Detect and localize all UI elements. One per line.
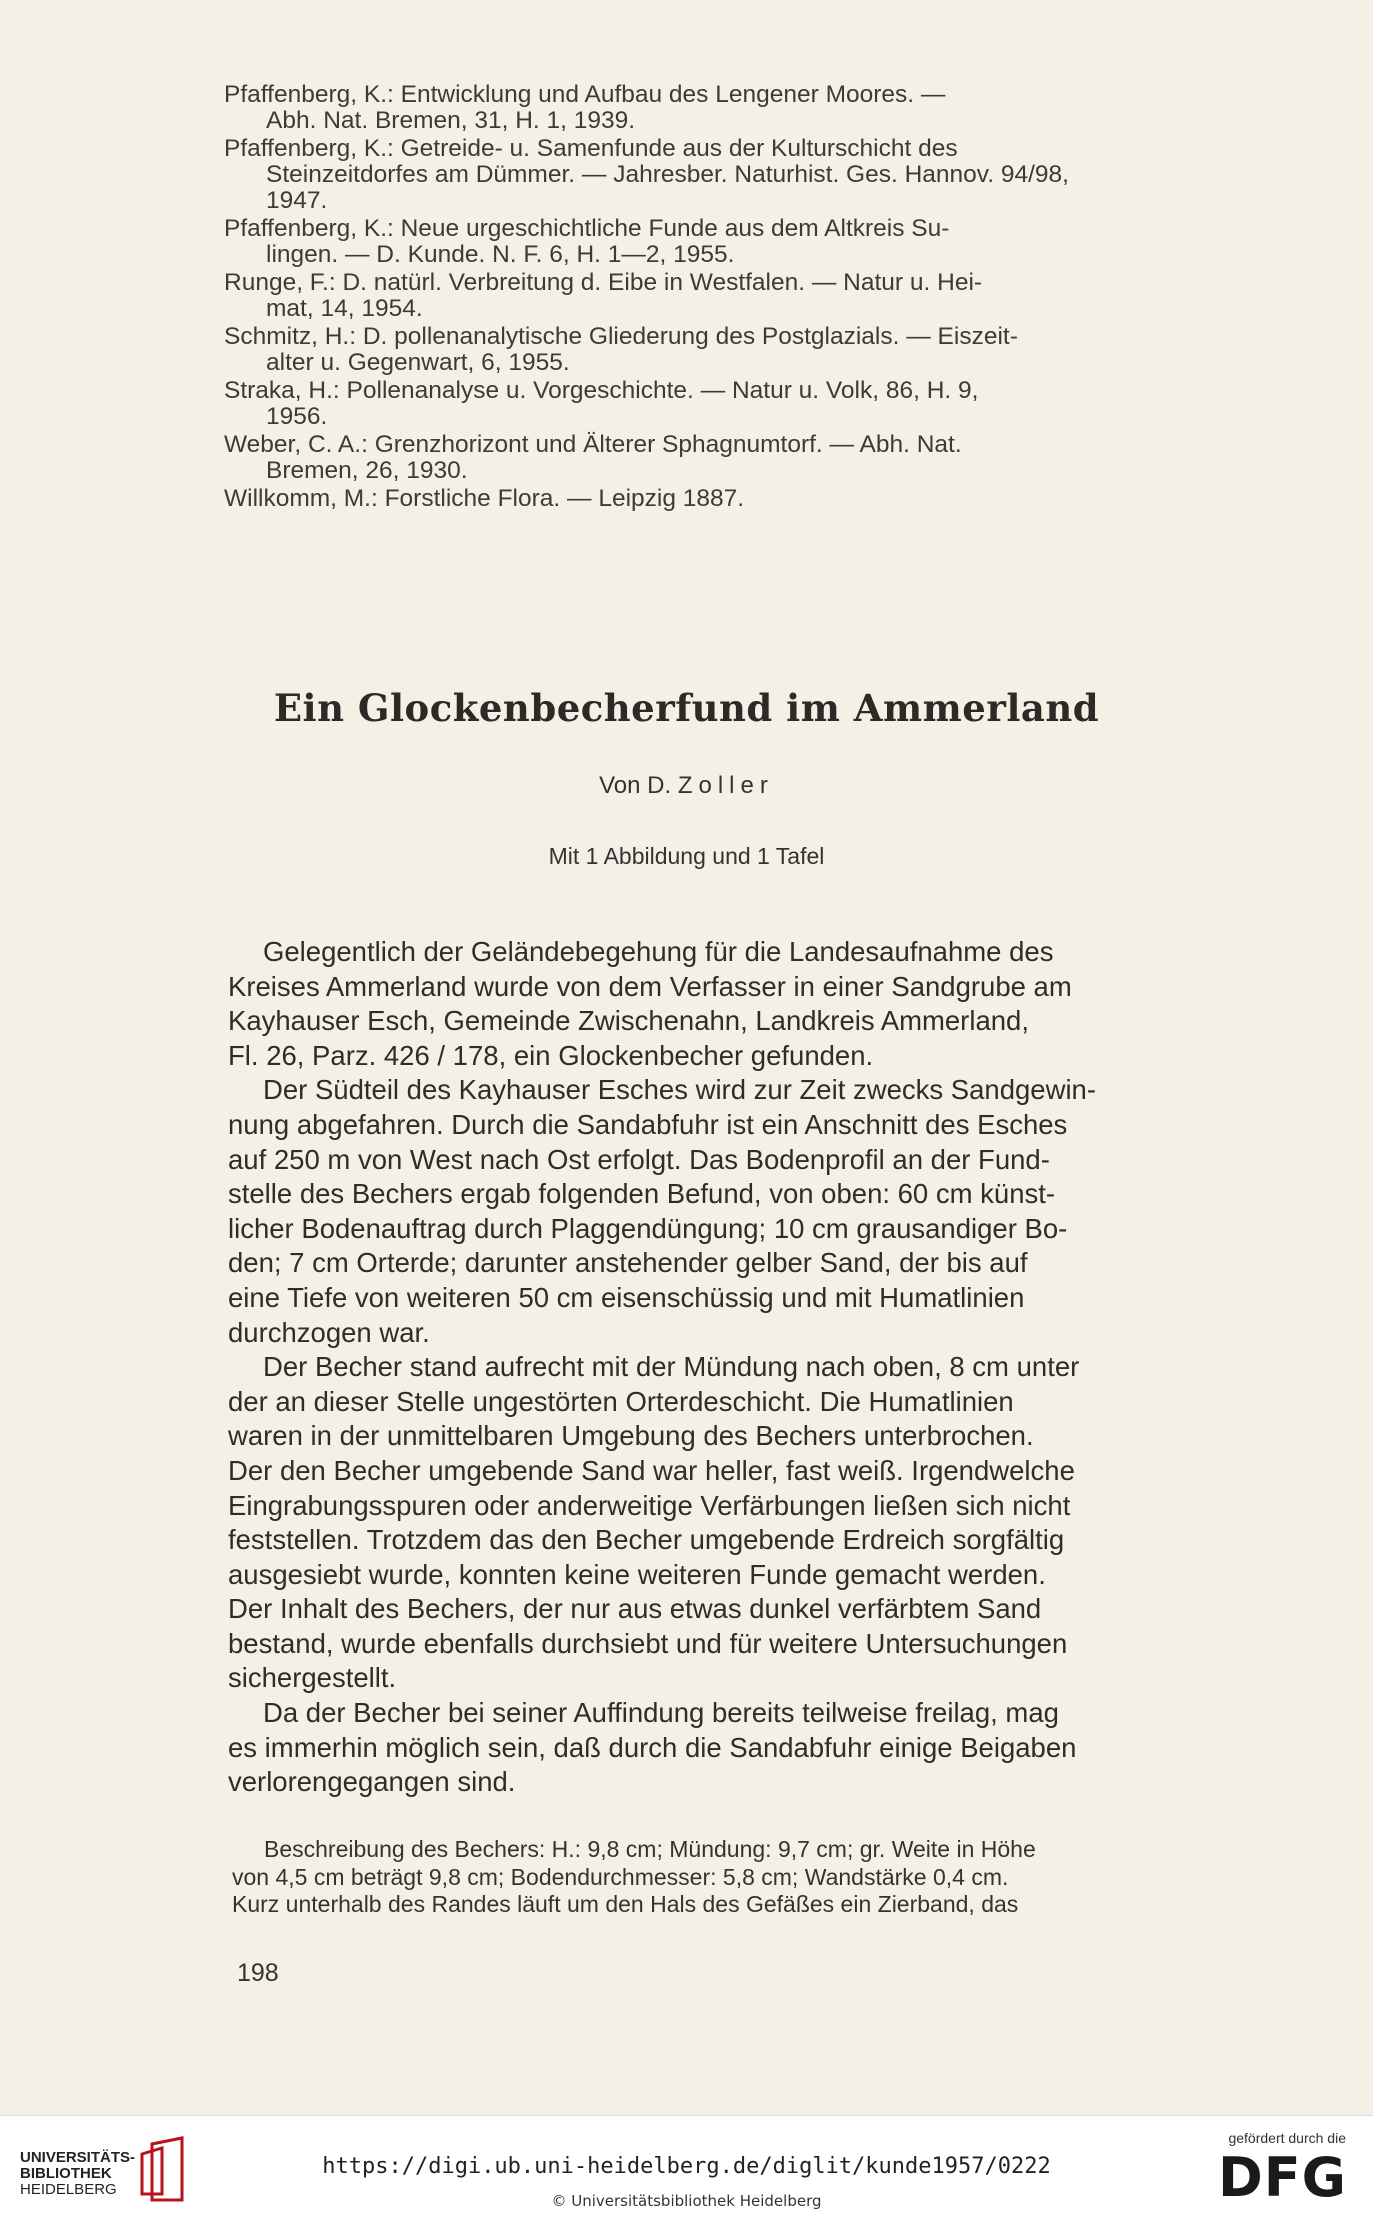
text-line: Fl. 26, Parz. 426 / 178, ein Glockenbecher gefunden. xyxy=(228,1039,874,1071)
copyright-notice: © Universitätsbibliothek Heidelberg xyxy=(551,2192,822,2210)
text-line: Der Südteil des Kayhauser Esches wird zur Zeit zwecks Sandgewin- xyxy=(263,1074,1097,1106)
author-name: Zoller xyxy=(677,772,774,799)
text-line: Gelegentlich der Geländebegehung für die Landesaufnahme des xyxy=(263,936,1054,967)
text-line: waren in der unmittelbaren Umgebung des Bechers unterbrochen. xyxy=(228,1420,1034,1452)
reference-entry xyxy=(224,82,1260,134)
paragraph xyxy=(228,1350,1260,1696)
article-body xyxy=(228,935,1260,1800)
author-prefix: Von D. xyxy=(599,772,672,799)
reference-entry xyxy=(224,432,1260,484)
reference-line: Willkomm, M.: Forstliche Flora. — Leipzig 1887. xyxy=(224,485,745,512)
reference-entry xyxy=(224,270,1260,322)
text-line: eine Tiefe von weiteren 50 cm eisenschüssig und mit Humatlinien xyxy=(228,1281,1025,1313)
text-line: auf 250 m von West nach Ost erfolgt. Das Bodenprofil an der Fund- xyxy=(228,1143,1050,1175)
text-line: feststellen. Trotzdem das den Becher umgebende Erdreich sorgfältig xyxy=(228,1524,1065,1556)
paragraph xyxy=(228,935,1260,1073)
text-line: es immerhin möglich sein, daß durch die Sandabfuhr einige Beigaben xyxy=(228,1731,1077,1763)
viewer-footer xyxy=(0,2115,1373,2219)
reference-line: mat, 14, 1954. xyxy=(266,295,423,322)
page-url[interactable]: https://digi.ub.uni-heidelberg.de/diglit/kunde1957/0222 xyxy=(322,2154,1051,2179)
text-line: Kreises Ammerland wurde von dem Verfasser in einer Sandgrube am xyxy=(228,970,1072,1002)
reference-line: Weber, C. A.: Grenzhorizont und Älterer Sphagnumtorf. — Abh. Nat. xyxy=(224,431,962,458)
reference-entry xyxy=(224,486,1260,512)
text-line: von 4,5 cm beträgt 9,8 cm; Bodendurchmesser: 5,8 cm; Wandstärke 0,4 cm. xyxy=(232,1863,1009,1890)
text-line: Der Inhalt des Bechers, der nur aus etwas dunkel verfärbtem Sand xyxy=(228,1593,1042,1625)
text-line: Kurz unterhalb des Randes läuft um den Hals des Gefäßes ein Zierband, das xyxy=(232,1891,1019,1917)
reference-line: lingen. — D. Kunde. N. F. 6, H. 1—2, 1955. xyxy=(266,241,735,268)
reference-line: Pfaffenberg, K.: Neue urgeschichtliche Funde aus dem Altkreis Su- xyxy=(224,215,950,242)
reference-entry xyxy=(224,136,1260,214)
reference-line: Schmitz, H.: D. pollenanalytische Gliederung des Postglazials. — Eiszeit- xyxy=(224,323,1018,350)
text-line: ausgesiebt wurde, konnten keine weiteren Funde gemacht werden. xyxy=(228,1558,1046,1590)
reference-line: Abh. Nat. Bremen, 31, H. 1, 1939. xyxy=(266,107,636,134)
reference-line: alter u. Gegenwart, 6, 1955. xyxy=(266,349,570,376)
text-line: bestand, wurde ebenfalls durchsiebt und für weitere Untersuchungen xyxy=(228,1627,1068,1659)
text-line: den; 7 cm Orterde; darunter anstehender gelber Sand, der bis auf xyxy=(228,1247,1028,1279)
reference-line: Runge, F.: D. natürl. Verbreitung d. Eibe in Westfalen. — Natur u. Hei- xyxy=(224,269,983,296)
text-line: durchzogen war. xyxy=(228,1316,430,1348)
reference-line: Steinzeitdorfes am Dümmer. — Jahresber. Naturhist. Ges. Hannov. 94/98, xyxy=(266,161,1069,188)
text-line: Beschreibung des Bechers: H.: 9,8 cm; Mündung: 9,7 cm; gr. Weite in Höhe xyxy=(264,1836,1036,1862)
library-name-line: BIBLIOTHEK xyxy=(20,2165,112,2182)
text-line: sichergestellt. xyxy=(228,1662,397,1694)
reference-entry xyxy=(224,324,1260,376)
text-line: stelle des Bechers ergab folgenden Befund, von oben: 60 cm künst- xyxy=(228,1178,1056,1210)
reference-entry xyxy=(224,216,1260,268)
text-line: Kayhauser Esch, Gemeinde Zwischenahn, Landkreis Ammerland, xyxy=(228,1005,1029,1037)
reference-line: 1956. xyxy=(266,403,328,430)
vessel-description xyxy=(232,1836,1260,1919)
reference-line: 1947. xyxy=(266,187,328,214)
text-line: Der Becher stand aufrecht mit der Mündung nach oben, 8 cm unter xyxy=(263,1351,1080,1383)
reference-line: Pfaffenberg, K.: Getreide- u. Samenfunde aus der Kulturschicht des xyxy=(224,135,958,162)
reference-entry xyxy=(224,378,1260,430)
library-name-line: HEIDELBERG xyxy=(20,2181,117,2198)
paragraph xyxy=(228,1073,1260,1350)
reference-list xyxy=(224,82,1260,514)
reference-line: Pfaffenberg, K.: Entwicklung und Aufbau des Lengener Moores. — xyxy=(224,81,946,108)
article-title: Ein Glockenbecherfund im Ammerland xyxy=(273,686,1100,730)
page-number: 198 xyxy=(237,1959,279,1987)
article-author xyxy=(0,772,1373,800)
funding-note: gefördert durch die xyxy=(1228,2130,1346,2146)
text-line: licher Bodenauftrag durch Plaggendüngung; 10 cm grausandiger Bo- xyxy=(228,1212,1068,1244)
text-line: Der den Becher umgebende Sand war heller, fast weiß. Irgendwelche xyxy=(228,1454,1075,1486)
reference-line: Bremen, 26, 1930. xyxy=(266,457,468,484)
reference-line: Straka, H.: Pollenanalyse u. Vorgeschichte. — Natur u. Volk, 86, H. 9, xyxy=(224,377,979,404)
text-line: der an dieser Stelle ungestörten Orterdeschicht. Die Humatlinien xyxy=(228,1385,1014,1417)
article-subtitle: Mit 1 Abbildung und 1 Tafel xyxy=(548,843,825,869)
library-name-line: UNIVERSITÄTS- xyxy=(20,2149,136,2166)
text-line: verlorengegangen sind. xyxy=(228,1766,516,1798)
text-line: Eingrabungsspuren oder anderweitige Verfärbungen ließen sich nicht xyxy=(228,1489,1071,1521)
dfg-logo: DFG xyxy=(1217,2146,1347,2209)
text-line: Da der Becher bei seiner Auffindung bereits teilweise freilag, mag xyxy=(263,1697,1059,1729)
text-line: nung abgefahren. Durch die Sandabfuhr ist ein Anschnitt des Esches xyxy=(228,1108,1068,1140)
paragraph xyxy=(228,1696,1260,1800)
